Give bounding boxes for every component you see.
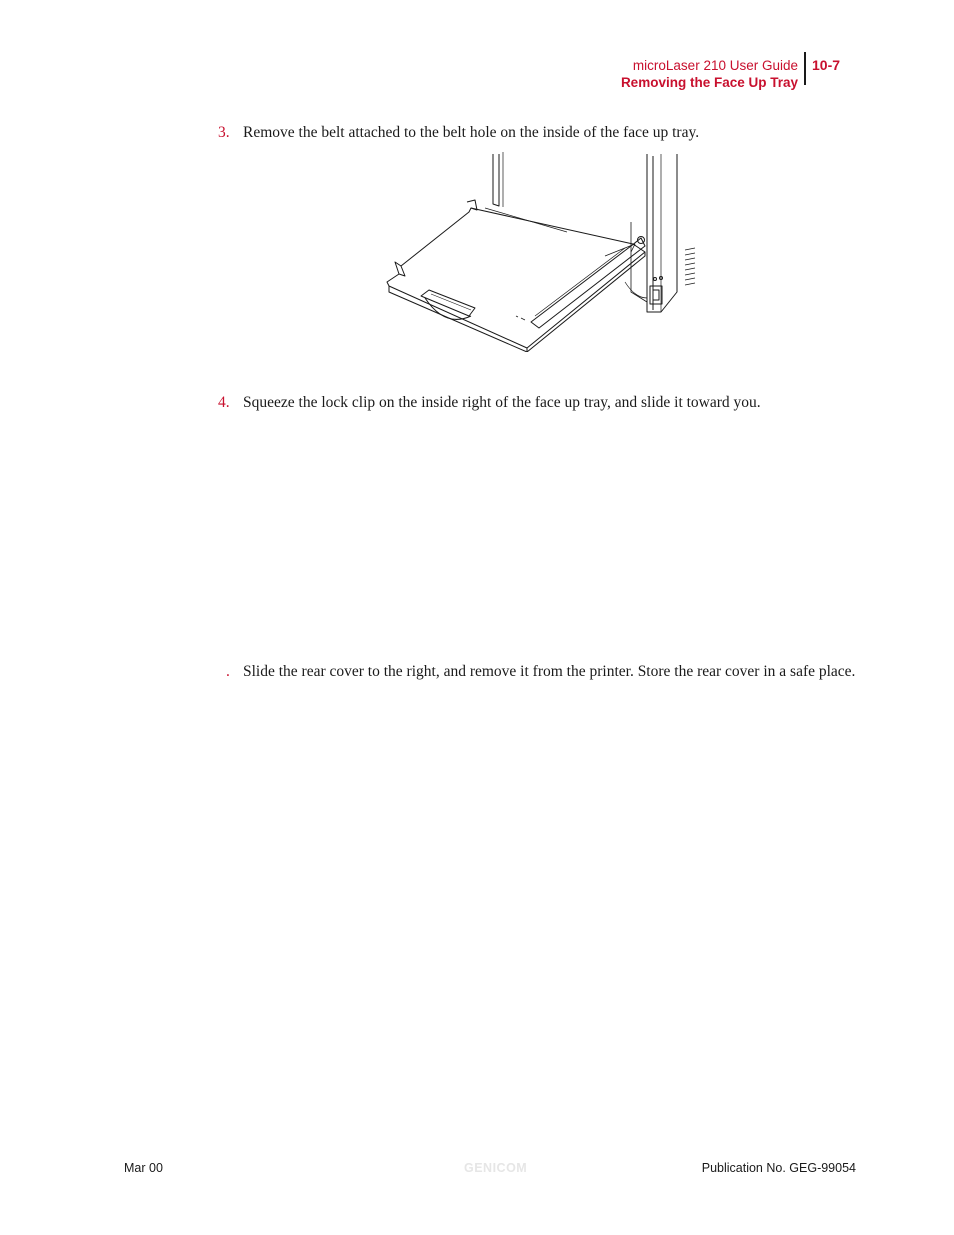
step-text: Slide the rear cover to the right, and remove it from the printer. Store the rear cover in a safe place. [243, 663, 856, 680]
footer-date: Mar 00 [124, 1161, 163, 1175]
step-number: 4. [218, 394, 230, 411]
face-up-tray-illustration [385, 152, 697, 352]
section-title: Removing the Face Up Tray [620, 75, 798, 90]
footer-publication: Publication No. GEG-99054 [701, 1161, 856, 1175]
step-number: 3. [218, 124, 230, 141]
step-5 [218, 662, 858, 681]
step-text: Remove the belt attached to the belt hole on the inside of the face up tray. [243, 124, 700, 141]
step-number: . [226, 663, 230, 680]
step-text: Squeeze the lock clip on the inside right of the face up tray, and slide it toward you. [243, 394, 761, 411]
footer-brand-logo: GENICOM [464, 1161, 528, 1175]
header-divider [804, 52, 806, 85]
running-header [621, 57, 798, 91]
step-4 [218, 393, 858, 412]
step-3 [218, 123, 858, 142]
guide-title: microLaser 210 User Guide [632, 58, 798, 73]
page-number: 10-7 [812, 57, 841, 73]
